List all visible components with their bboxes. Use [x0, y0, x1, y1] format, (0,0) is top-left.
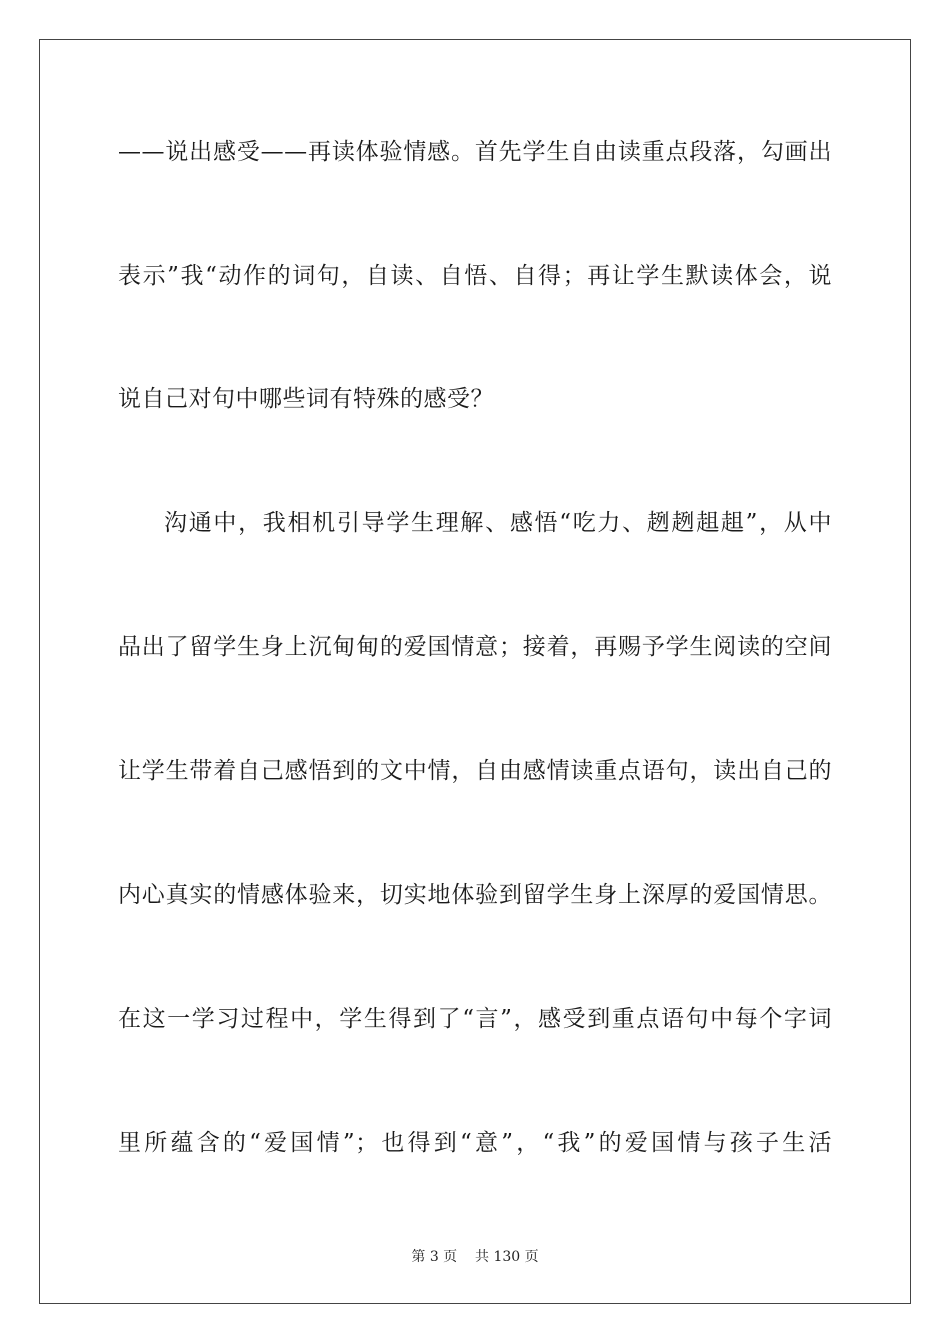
text-line: 在这一学习过程中，学生得到了“言”，感受到重点语句中每个字词 [118, 1006, 832, 1032]
page-number: 第 3 页 [411, 1249, 458, 1265]
text-line: 内心真实的情感体验来，切实地体验到留学生身上深厚的爱国情思。 [118, 882, 832, 908]
text-line: 让学生带着自己感悟到的文中情，自由感情读重点语句，读出自己的 [118, 758, 832, 784]
text-line: 说自己对句中哪些词有特殊的感受？ [118, 386, 494, 412]
text-line: 里所蕴含的“爱国情”；也得到“意”，“我”的爱国情与孩子生活 [118, 1130, 832, 1156]
text-line: ——说出感受——再读体验情感。首先学生自由读重点段落，勾画出 [118, 139, 832, 165]
text-line: 品出了留学生身上沉甸甸的爱国情意；接着，再赐予学生阅读的空间 [118, 634, 832, 660]
paragraph-first-line: 沟通中，我相机引导学生理解、感悟“吃力、趔趔趄趄”，从中 [164, 510, 832, 536]
page-footer [0, 1248, 950, 1266]
page-total: 共 130 页 [475, 1249, 539, 1265]
page-border [39, 39, 911, 1304]
text-line: 表示”我“动作的词句，自读、自悟、自得；再让学生默读体会，说 [118, 263, 832, 289]
